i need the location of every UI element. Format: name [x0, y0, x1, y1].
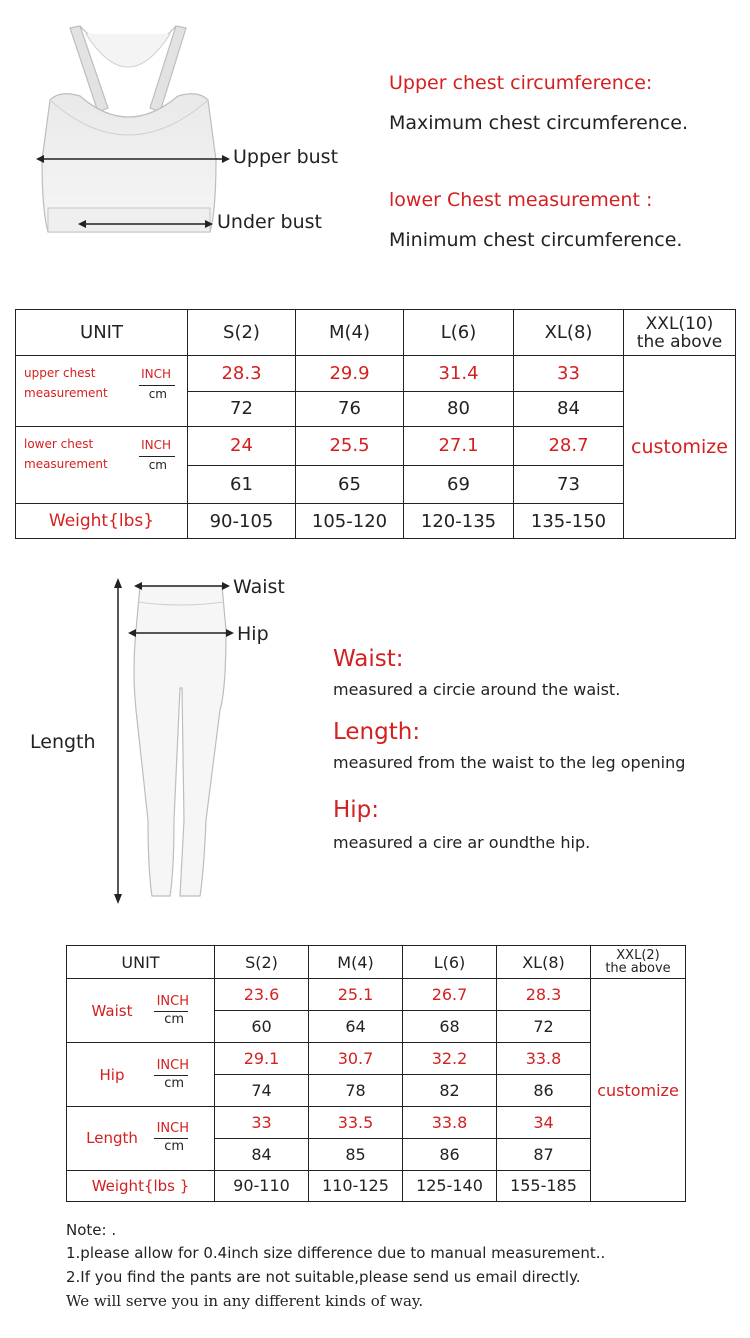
- table-cell: 34: [497, 1106, 591, 1138]
- note-line-2: 2.If you find the pants are not suitable,please send us email directly.: [66, 1268, 581, 1286]
- table-row: [16, 356, 736, 391]
- table-cell: 30.7: [309, 1043, 403, 1075]
- cm-unit-label: cm: [164, 1139, 184, 1155]
- table-cell: 33.5: [309, 1106, 403, 1138]
- table-cell: 65: [296, 465, 404, 504]
- row-name: Length: [86, 1129, 138, 1148]
- table-cell: 87: [497, 1138, 591, 1170]
- hip-label: Hip: [237, 623, 269, 645]
- table-cell: 28.7: [514, 427, 624, 466]
- inch-unit-label: INCH: [156, 993, 189, 1009]
- table-cell: 33: [215, 1106, 309, 1138]
- table-cell: 90-110: [215, 1170, 309, 1201]
- cm-unit-label: cm: [164, 1075, 184, 1091]
- weight-label: Weight{lbs }: [67, 1170, 215, 1201]
- inch-unit-label: INCH: [156, 1121, 189, 1137]
- table-cell: 31.4: [404, 356, 514, 391]
- table-cell: 28.3: [497, 979, 591, 1011]
- unit-header: UNIT: [16, 310, 188, 356]
- lower-chest-description: Minimum chest circumference.: [389, 229, 683, 251]
- inch-unit-label: INCH: [141, 438, 171, 453]
- table-cell: 155-185: [497, 1170, 591, 1201]
- table-cell: 84: [215, 1138, 309, 1170]
- table-cell: 110-125: [309, 1170, 403, 1201]
- table-cell: 120-135: [404, 504, 514, 539]
- xxl-header-line2: the above: [605, 961, 671, 977]
- hip-row-label: [67, 1043, 215, 1107]
- table-cell: 80: [404, 391, 514, 426]
- table-cell: 84: [514, 391, 624, 426]
- xxl-header-line2: the above: [636, 331, 723, 352]
- cm-unit-label: cm: [148, 387, 167, 402]
- weight-label: Weight{lbs}: [16, 504, 188, 539]
- table-cell: 69: [404, 465, 514, 504]
- xxl-header-line1: XXL(10): [645, 313, 714, 334]
- table-cell: 74: [215, 1075, 309, 1107]
- table-cell: 24: [188, 427, 296, 466]
- table-row: [67, 979, 686, 1011]
- table-cell: 76: [296, 391, 404, 426]
- size-header: L(6): [403, 946, 497, 979]
- table-cell: 27.1: [404, 427, 514, 466]
- unit-divider: [139, 456, 175, 457]
- upper-chest-title: Upper chest circumference:: [389, 72, 653, 94]
- waist-label: Waist: [233, 576, 285, 598]
- length-title: Length:: [333, 719, 421, 745]
- table-cell: 85: [309, 1138, 403, 1170]
- table-cell: 105-120: [296, 504, 404, 539]
- size-header: XL(8): [514, 310, 624, 356]
- size-header: S(2): [215, 946, 309, 979]
- leggings-size-table: [66, 945, 686, 1202]
- row-name: Hip: [99, 1065, 125, 1084]
- table-cell: 60: [215, 1011, 309, 1043]
- waist-row-label: [67, 979, 215, 1043]
- customize-cell: customize: [624, 356, 736, 539]
- table-cell: 125-140: [403, 1170, 497, 1201]
- inch-unit-label: INCH: [156, 1057, 189, 1073]
- row-name-line1: lower chest: [24, 437, 94, 452]
- hip-title: Hip:: [333, 797, 380, 823]
- note-line-3: We will serve you in any different kinds of way.: [66, 1292, 424, 1310]
- upper-chest-description: Maximum chest circumference.: [389, 112, 689, 134]
- size-header: M(4): [296, 310, 404, 356]
- note-title: Note: .: [66, 1221, 117, 1239]
- table-cell: 78: [309, 1075, 403, 1107]
- table-cell: 86: [497, 1075, 591, 1107]
- length-description: measured from the waist to the leg opening: [333, 753, 686, 772]
- size-header: XL(8): [497, 946, 591, 979]
- under-bust-label: Under bust: [217, 211, 323, 233]
- unit-header: UNIT: [67, 946, 215, 979]
- hip-description: measured a cire ar oundthe hip.: [333, 833, 591, 852]
- length-row-label: [67, 1106, 215, 1170]
- lower-chest-row-label: [16, 427, 188, 504]
- cm-unit-label: cm: [164, 1011, 184, 1027]
- table-cell: 33.8: [403, 1106, 497, 1138]
- row-name: Waist: [91, 1001, 133, 1020]
- table-cell: 29.9: [296, 356, 404, 391]
- table-cell: 25.1: [309, 979, 403, 1011]
- cm-unit-label: cm: [148, 458, 167, 473]
- table-header-row: [67, 946, 686, 979]
- table-cell: 23.6: [215, 979, 309, 1011]
- row-name-line2: measurement: [24, 457, 108, 472]
- table-cell: 90-105: [188, 504, 296, 539]
- table-cell: 72: [497, 1011, 591, 1043]
- table-cell: 135-150: [514, 504, 624, 539]
- table-cell: 86: [403, 1138, 497, 1170]
- length-label: Length: [30, 731, 96, 753]
- size-header: M(4): [309, 946, 403, 979]
- size-header: L(6): [404, 310, 514, 356]
- table-cell: 33.8: [497, 1043, 591, 1075]
- size-header: S(2): [188, 310, 296, 356]
- bra-size-table: [15, 309, 736, 539]
- upper-bust-label: Upper bust: [233, 146, 339, 168]
- table-cell: 29.1: [215, 1043, 309, 1075]
- xxl-header: [591, 946, 686, 979]
- table-cell: 68: [403, 1011, 497, 1043]
- table-cell: 33: [514, 356, 624, 391]
- unit-divider: [139, 385, 175, 386]
- table-cell: 25.5: [296, 427, 404, 466]
- table-cell: 64: [309, 1011, 403, 1043]
- row-name-line2: measurement: [24, 386, 108, 401]
- lower-chest-title: lower Chest measurement :: [389, 189, 653, 211]
- table-cell: 73: [514, 465, 624, 504]
- customize-cell: customize: [591, 979, 686, 1202]
- upper-chest-row-label: [16, 356, 188, 427]
- table-cell: 28.3: [188, 356, 296, 391]
- row-name-line1: upper chest: [24, 366, 96, 381]
- table-cell: 61: [188, 465, 296, 504]
- table-cell: 72: [188, 391, 296, 426]
- waist-description: measured a circie around the waist.: [333, 680, 621, 699]
- table-cell: 26.7: [403, 979, 497, 1011]
- xxl-header-line1: XXL(2): [616, 948, 660, 964]
- inch-unit-label: INCH: [141, 367, 171, 382]
- table-cell: 82: [403, 1075, 497, 1107]
- note-line-1: 1.please allow for 0.4inch size difference due to manual measurement..: [66, 1244, 606, 1262]
- waist-title: Waist:: [333, 646, 404, 672]
- xxl-header: [624, 310, 736, 356]
- table-header-row: [16, 310, 736, 356]
- table-cell: 32.2: [403, 1043, 497, 1075]
